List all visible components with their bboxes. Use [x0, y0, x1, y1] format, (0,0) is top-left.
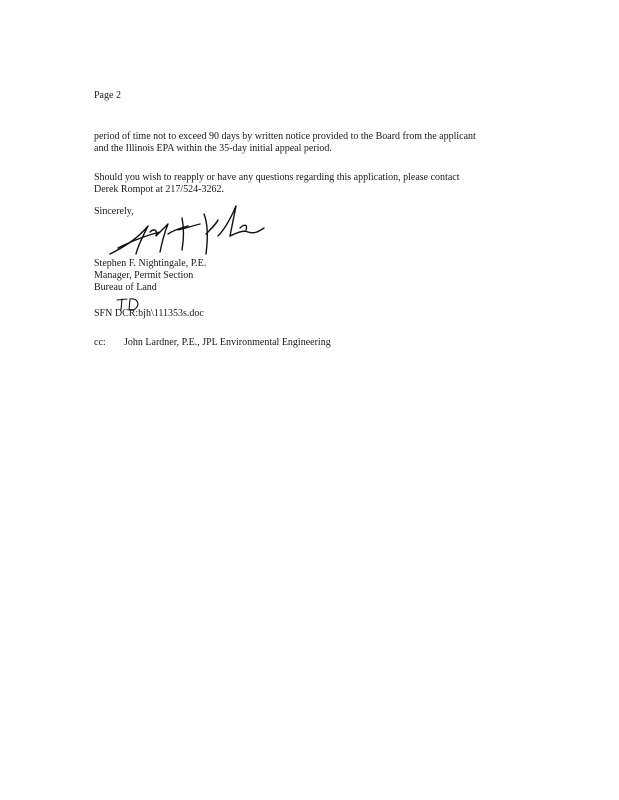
signer-department: Bureau of Land — [94, 282, 157, 293]
handwritten-signature — [108, 202, 268, 262]
paragraph-1-line-1: period of time not to exceed 90 days by written notice provided to the Board from the applicant — [94, 131, 476, 142]
cc-recipient: John Lardner, P.E., JPL Environmental Engineering — [124, 337, 331, 348]
reference-line: SFN DCR:bjh\111353s.doc — [94, 308, 204, 319]
paragraph-2-line-2: Derek Rompot at 217/524-3262. — [94, 184, 224, 195]
signer-name: Stephen F. Nightingale, P.E. — [94, 258, 207, 269]
signer-title: Manager, Permit Section — [94, 270, 194, 281]
paragraph-1-line-2: and the Illinois EPA within the 35-day initial appeal period. — [94, 143, 332, 154]
cc-label: cc: — [94, 337, 106, 348]
page-number: Page 2 — [94, 90, 121, 101]
closing: Sincerely, — [94, 206, 134, 217]
paragraph-2-line-1: Should you wish to reapply or have any questions regarding this application, please contact — [94, 172, 460, 183]
